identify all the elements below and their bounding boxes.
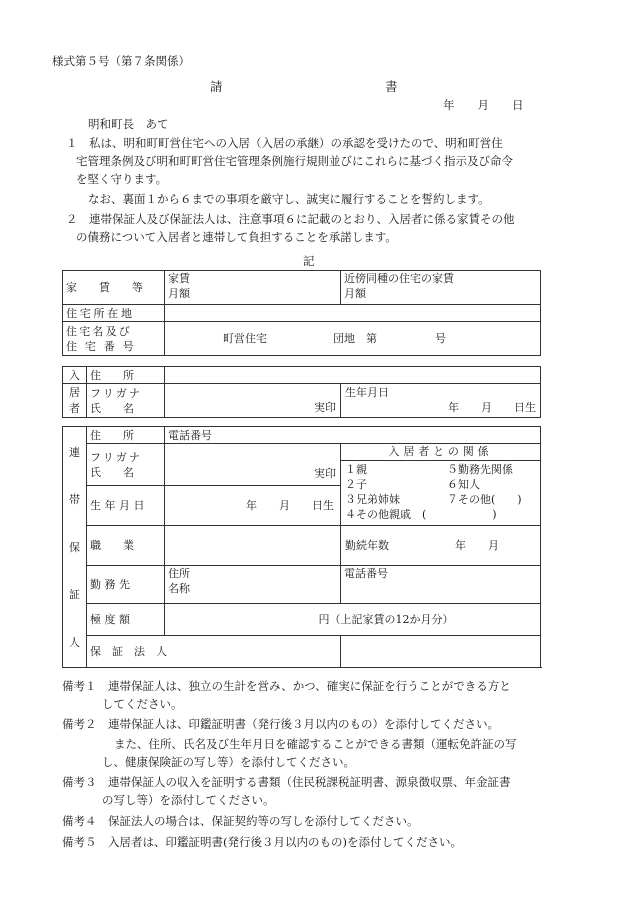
- rent-line2: 月額: [168, 287, 190, 300]
- relationship-options: [341, 461, 540, 525]
- para1-note: なお、裏面１から６までの事項を厳守し、誠実に履行することを誓約します。: [88, 192, 490, 206]
- guarantor-work-cell: [165, 566, 341, 604]
- resident-table: [62, 366, 541, 418]
- guarantor-name: 氏 名: [90, 465, 134, 479]
- housing-address-value: [165, 305, 541, 322]
- resident-furigana: フリガナ: [90, 386, 143, 400]
- note3-line1: 備考３ 連帯保証人の収入を証明する書類（住民税課税証明書、源泉徴収票、年金証書: [62, 775, 511, 789]
- resident-birth-value: 年 月 日生: [448, 401, 536, 414]
- ki-label: 記: [303, 254, 315, 268]
- guarantor-limit-label: 極 度 額: [87, 604, 165, 636]
- nearby-rent-line2: 月額: [344, 287, 366, 300]
- note3-line2: の写し等）を添付してください。: [102, 793, 275, 807]
- para1-line3: を堅く守ります。: [76, 172, 168, 186]
- relationship-title: 入居者との関係: [341, 444, 540, 461]
- relationship-option-1: １親: [345, 463, 367, 476]
- relationship-option-2: ２子: [345, 478, 367, 491]
- guarantor-address-label: 住 所: [87, 427, 165, 444]
- guarantor-work-phone: 電話番号: [341, 566, 541, 604]
- guarantor-tenure-label: 勤続年数: [345, 539, 389, 552]
- nearby-rent-line1: 近傍同種の住宅の家賃: [344, 272, 454, 285]
- title-left: 請: [210, 79, 223, 94]
- note1-line1: 備考１ 連帯保証人は、独立の生計を営み、かつ、確実に保証を行うことができる方と: [62, 679, 511, 693]
- guarantor-side: [63, 427, 87, 668]
- note2-line3: し、健康保険証の写し等）を添付してください。: [102, 755, 355, 769]
- guarantor-table: [62, 426, 541, 668]
- note1-line2: してください。: [102, 697, 183, 711]
- resident-seal: 実印: [314, 401, 336, 414]
- guarantor-corp-label: 保 証 法 人: [87, 636, 341, 668]
- danchi-no: 団地 第: [333, 332, 377, 345]
- guarantor-side-4: 証: [69, 588, 80, 601]
- housing-no-suffix: 号: [435, 332, 446, 345]
- note5: 備考５ 入居者は、印鑑証明書(発行後３月以内のもの)を添付してください。: [62, 835, 462, 849]
- rent-cell: [165, 271, 341, 305]
- guarantor-job-label: 職 業: [87, 526, 165, 566]
- para1-line1: １ 私は、明和町町営住宅への入居（入居の承継）の承認を受けたので、明和町営住: [66, 136, 503, 150]
- guarantor-side-text: [63, 443, 86, 652]
- relationship-option-4: ４その他親戚 ( ): [345, 508, 497, 521]
- resident-address-value: [165, 367, 541, 384]
- form-number: 様式第５号（第７条関係）: [52, 54, 190, 68]
- nearby-rent-cell: [341, 271, 541, 305]
- housing-name-label: [63, 322, 165, 356]
- guarantor-tenure-cell: [341, 526, 541, 566]
- guarantor-furigana: フリガナ: [90, 450, 143, 464]
- resident-side-3: 者: [69, 401, 80, 415]
- resident-side-1: 入: [63, 367, 87, 384]
- note2-line1: 備考２ 連帯保証人は、印鑑証明書（発行後３月以内のもの）を添付してください。: [62, 717, 499, 731]
- housing-table: [62, 270, 541, 356]
- housing-name-label-line2: 住 宅 番 号: [66, 339, 136, 353]
- guarantor-side-1: 連: [69, 445, 80, 459]
- guarantor-work-address: 住所: [168, 567, 190, 580]
- para1-line2: 宅管理条例及び明和町町営住宅管理条例施行規則並びにこれらに基づく指示及び命令: [76, 154, 513, 168]
- guarantor-side-2: 帯: [69, 493, 80, 506]
- guarantor-job-value: [165, 526, 341, 566]
- guarantor-side-3: 保: [69, 540, 80, 554]
- addressee: 明和町長 あて: [88, 117, 169, 131]
- note2-line2: また、住所、氏名及び生年月日を確認することができる書類（運転免許証の写: [114, 737, 517, 751]
- town-housing: 町営住宅: [223, 332, 267, 345]
- rent-line1: 家賃: [168, 272, 190, 285]
- guarantor-corp-value: [341, 636, 541, 668]
- guarantor-address-phone: 電話番号: [165, 427, 541, 444]
- resident-name-value: [165, 384, 341, 418]
- guarantor-name-label: [87, 444, 165, 486]
- resident-side-23: [63, 384, 87, 418]
- guarantor-work-name: 名称: [168, 582, 190, 595]
- date-line: 年 月 日: [443, 98, 524, 112]
- guarantor-side-5: 人: [69, 635, 80, 649]
- housing-name-value: [165, 322, 541, 356]
- resident-name: 氏 名: [90, 401, 134, 415]
- relationship-option-5: ５勤務先関係: [447, 463, 513, 476]
- guarantor-limit-value: 円（上記家賃の12か月分）: [165, 604, 541, 636]
- guarantor-birth-label: 生 年 月 日: [87, 486, 165, 526]
- para2-line1: ２ 連帯保証人及び保証法人は、注意事項６に記載のとおり、入居者に係る家賃その他: [66, 212, 515, 226]
- para2-line2: の債務について入居者と連帯して負担することを承諾します。: [76, 230, 397, 244]
- resident-name-label: [87, 384, 165, 418]
- title-right: 書: [385, 79, 398, 94]
- note4: 備考４ 保証法人の場合は、保証契約等の写しを添付してください。: [62, 814, 419, 828]
- guarantor-seal: 実印: [314, 467, 336, 480]
- rent-label: 家 賃 等: [63, 271, 165, 305]
- resident-birth-label: 生年月日: [345, 386, 389, 399]
- relationship-cell: [341, 444, 541, 526]
- relationship-option-3: ３兄弟姉妹: [345, 493, 400, 506]
- resident-address-label: 住 所: [87, 367, 165, 384]
- guarantor-tenure-value: 年 月: [455, 539, 499, 552]
- guarantor-birth-value: 年 月 日生: [165, 486, 341, 526]
- relationship-option-6: ６知人: [447, 478, 480, 491]
- resident-side-2: 居: [69, 385, 80, 399]
- guarantor-work-label: 勤 務 先: [87, 566, 165, 604]
- housing-address-label: 住宅所在地: [63, 305, 165, 322]
- resident-birth-cell: [341, 384, 541, 418]
- relationship-option-7: ７その他( ): [447, 493, 522, 506]
- guarantor-name-value: [165, 444, 341, 486]
- housing-name-label-line1: 住宅名及び: [66, 324, 132, 338]
